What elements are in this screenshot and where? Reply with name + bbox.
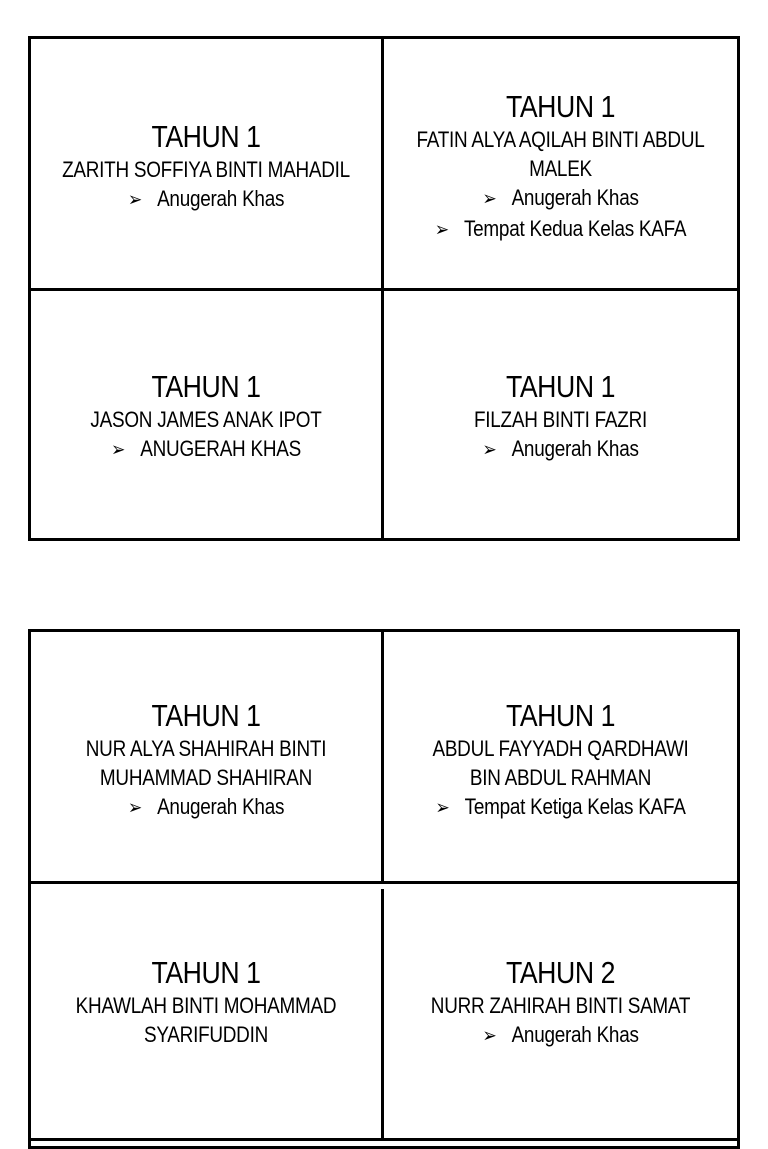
award-card [384,291,737,538]
award-label: Tempat Ketiga Kelas KAFA [464,794,686,819]
award-card [384,889,737,1141]
card-year: TAHUN 2 [505,955,616,990]
card-year: TAHUN 1 [151,119,261,154]
award-label: Anugerah Khas [511,185,639,210]
arrow-bullet-icon: ➢ [482,1025,497,1047]
student-name [56,991,357,1049]
student-name-line: NURR ZAHIRAH BINTI SAMAT [430,993,691,1018]
award-item [56,184,357,215]
student-name-line: MUHAMMAD SHAHIRAN [99,765,313,790]
card-content [409,955,713,1051]
card-content [56,119,357,215]
award-label: ANUGERAH KHAS [140,436,301,461]
award-item [409,792,713,823]
arrow-bullet-icon: ➢ [482,439,497,461]
arrow-bullet-icon: ➢ [435,797,450,819]
arrow-bullet-icon: ➢ [127,797,142,819]
card-year: TAHUN 1 [151,955,261,990]
award-sheet-bottom [28,629,740,1149]
student-name-line: MALEK [529,156,592,181]
card-content [56,698,357,823]
student-name [56,405,357,434]
card-year: TAHUN 1 [151,369,261,404]
student-name-line: SYARIFUDDIN [143,1022,269,1047]
student-name [56,734,357,792]
arrow-bullet-icon: ➢ [127,189,142,211]
student-name-line: NUR ALYA SHAHIRAH BINTI [85,736,327,761]
student-name-line: FATIN ALYA AQILAH BINTI ABDUL [416,127,705,152]
student-name-line: BIN ABDUL RAHMAN [469,765,652,790]
arrow-bullet-icon: ➢ [434,219,449,241]
card-content [56,369,357,465]
award-card [384,632,737,884]
award-card [31,291,384,538]
award-sheet-top [28,36,740,541]
award-label: Anugerah Khas [511,1022,639,1047]
arrow-bullet-icon: ➢ [111,439,126,461]
award-label: Tempat Kedua Kelas KAFA [463,216,687,241]
student-name-line: FILZAH BINTI FAZRI [473,407,648,432]
award-card [31,632,384,884]
award-item [409,183,713,214]
student-name [409,125,713,183]
student-name-line: KHAWLAH BINTI MOHAMMAD [75,993,337,1018]
award-card [31,889,384,1141]
award-card [384,39,737,291]
card-content [409,89,713,245]
student-name-line: ABDUL FAYYADH QARDHAWI [432,736,689,761]
award-card [31,39,384,291]
card-year: TAHUN 1 [505,698,616,733]
award-label: Anugerah Khas [157,186,285,211]
award-item [409,214,713,245]
award-label: Anugerah Khas [511,436,639,461]
card-year: TAHUN 1 [151,698,261,733]
student-name [409,991,713,1020]
student-name [409,405,713,434]
student-name-line: JASON JAMES ANAK IPOT [90,407,322,432]
card-year: TAHUN 1 [505,369,616,404]
award-item [56,434,357,465]
award-item [409,434,713,465]
card-content [56,955,357,1049]
student-name-line: ZARITH SOFFIYA BINTI MAHADIL [62,157,350,182]
card-content [409,698,713,823]
award-item [409,1020,713,1051]
card-content [409,369,713,465]
award-label: Anugerah Khas [157,794,285,819]
student-name [409,734,713,792]
arrow-bullet-icon: ➢ [482,188,497,210]
award-item [56,792,357,823]
student-name [56,155,357,184]
card-year: TAHUN 1 [505,89,616,124]
